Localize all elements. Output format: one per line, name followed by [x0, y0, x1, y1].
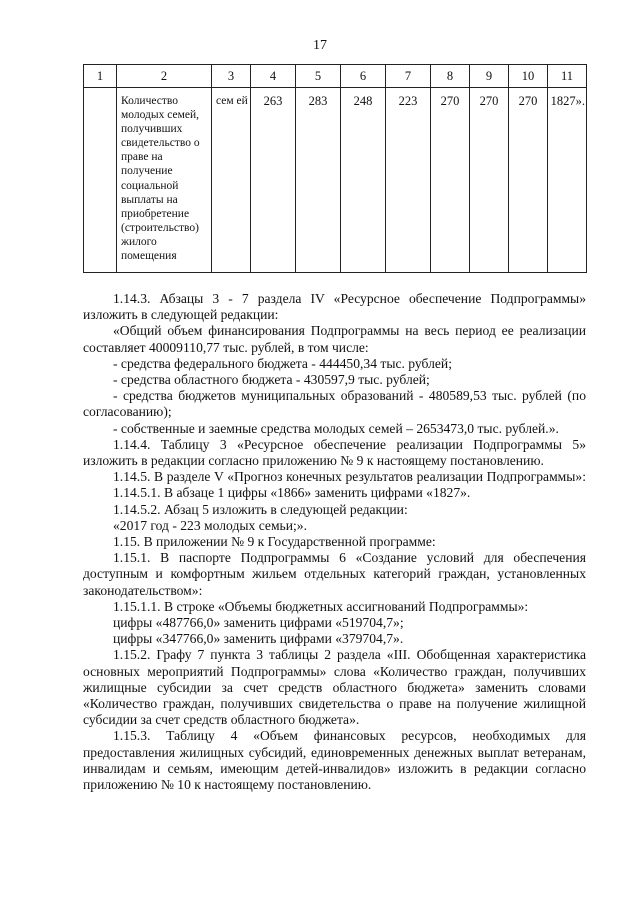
header-cell: 9 — [470, 65, 509, 88]
paragraph-1-15-3: 1.15.3. Таблицу 4 «Объем финансовых ресурсов, необходимых для предоставления жилищных субсидий, единовременных денежных выплат ветеранам, инвалидам и семьям, имеющим детей-инвалидов» изложить в редакции согласно приложению № 10 к настоящему постановлению. — [83, 728, 586, 793]
header-cell: 4 — [251, 65, 296, 88]
paragraph-financing-total: «Общий объем финансирования Подпрограммы на весь период ее реализации составляет 40009110,77 тыс. рублей, в том числе: — [83, 323, 586, 355]
value-cell: 270 — [509, 88, 548, 273]
header-cell: 10 — [509, 65, 548, 88]
paragraph-1-14-3: 1.14.3. Абзацы 3 - 7 раздела IV «Ресурсное обеспечение Подпрограммы» изложить в следующей редакции: — [83, 291, 586, 323]
value-cell: 270 — [431, 88, 470, 273]
indicator-table — [83, 64, 587, 273]
paragraph-1-14-5: 1.14.5. В разделе V «Прогноз конечных результатов реализации Подпрограммы»: — [113, 469, 586, 485]
header-cell: 1 — [84, 65, 117, 88]
unit-cell: сем ей — [212, 88, 251, 273]
indicator-name-cell: Количество молодых семей, получивших свидетельство о праве на получение социальной выплаты на приобретение (строительство) жилого помещения — [117, 88, 212, 273]
paragraph-1-15-2: 1.15.2. Графу 7 пункта 3 таблицы 2 раздела «III. Обобщенная характеристика основных мероприятий Подпрограммы» слова «Количество граждан, получивших жилищные субсидии за счет средств областного бюджета» заменить словами «Количество граждан, получивших свидетельства о праве на получение жилищной субсидии за счет средств областного бюджета». — [83, 647, 586, 728]
header-cell: 5 — [296, 65, 341, 88]
header-cell: 11 — [548, 65, 587, 88]
value-cell: 248 — [341, 88, 386, 273]
paragraph-1-14-5-1: 1.14.5.1. В абзаце 1 цифры «1866» заменить цифрами «1827». — [113, 485, 471, 501]
header-cell: 7 — [386, 65, 431, 88]
total-value-cell: 1827». — [548, 88, 587, 273]
paragraph-1-15-1: 1.15.1. В паспорте Подпрограммы 6 «Создание условий для обеспечения доступным и комфортным жильем отдельных категорий граждан, установленных законодательством»: — [83, 550, 586, 598]
paragraph-1-14-5-2: 1.14.5.2. Абзац 5 изложить в следующей редакции: — [113, 501, 408, 517]
value-cell: 283 — [296, 88, 341, 273]
value-cell: 223 — [386, 88, 431, 273]
paragraph-1-15: 1.15. В приложении № 9 к Государственной программе: — [113, 534, 436, 550]
paragraph-regional-budget: - средства областного бюджета - 430597,9 тыс. рублей; — [113, 372, 430, 388]
header-cell: 3 — [212, 65, 251, 88]
paragraph-municipal-budget: - средства бюджетов муниципальных образований - 480589,53 тыс. рублей (по согласованию); — [83, 388, 586, 420]
table-row — [84, 88, 587, 273]
table-header-row — [84, 65, 587, 88]
paragraph-own-funds: - собственные и заемные средства молодых семей – 2653473,0 тыс. рублей.». — [113, 420, 559, 436]
paragraph-2017-quote: «2017 год - 223 молодых семьи;». — [113, 517, 307, 533]
value-cell: 270 — [470, 88, 509, 273]
document-body — [83, 291, 586, 793]
header-cell: 2 — [117, 65, 212, 88]
paragraph-1-15-1-1: 1.15.1.1. В строке «Объемы бюджетных ассигнований Подпрограммы»: — [113, 598, 529, 614]
paragraph-digits-1: цифры «487766,0» заменить цифрами «519704,7»; — [113, 615, 404, 631]
value-cell: 263 — [251, 88, 296, 273]
row-number-cell — [84, 88, 117, 273]
header-cell: 8 — [431, 65, 470, 88]
paragraph-federal-budget: - средства федерального бюджета - 444450,34 тыс. рублей; — [113, 355, 452, 371]
paragraph-digits-2: цифры «347766,0» заменить цифрами «379704,7». — [113, 631, 404, 647]
paragraph-1-14-4: 1.14.4. Таблицу 3 «Ресурсное обеспечение реализации Подпрограммы 5» изложить в редакции согласно приложению № 9 к настоящему постановлению. — [83, 436, 586, 469]
header-cell: 6 — [341, 65, 386, 88]
page-number: 17 — [313, 38, 327, 53]
